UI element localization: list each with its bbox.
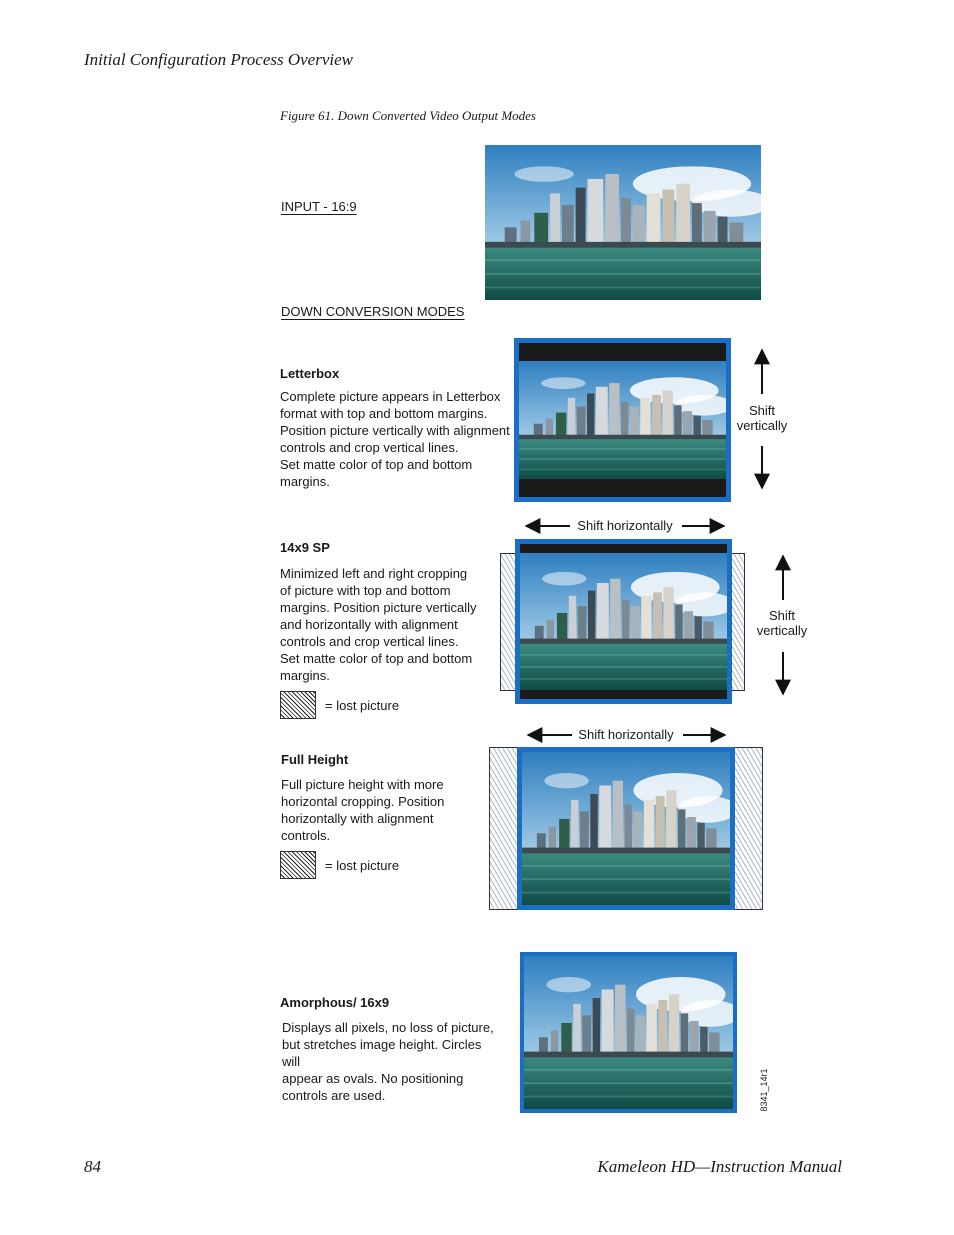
label-line: Shift	[768, 608, 795, 623]
desc-line: of picture with top and bottom	[280, 583, 451, 598]
desc-line: Minimized left and right cropping	[280, 566, 468, 581]
arrow-down-icon	[773, 650, 793, 698]
desc-line: Displays all pixels, no loss of picture,	[282, 1020, 494, 1035]
amorphous-frame	[520, 952, 737, 1113]
desc-line: appear as ovals. No positioning	[282, 1071, 464, 1086]
figure-caption: Figure 61. Down Converted Video Output Modes	[280, 108, 536, 123]
desc-line: controls and crop vertical lines.	[280, 440, 459, 455]
14x9-image	[520, 553, 727, 690]
arrow-down-icon	[752, 444, 772, 492]
full-height-frame	[517, 747, 735, 910]
shift-vertically-label	[730, 403, 794, 433]
arrow-left-icon	[522, 516, 572, 536]
14x9-frame	[515, 539, 732, 704]
right-lost-area	[733, 747, 763, 910]
arrow-up-icon	[773, 552, 793, 602]
label-line: Shift	[748, 403, 775, 418]
full-height-image	[522, 752, 730, 905]
bottom-matte	[519, 479, 726, 497]
desc-line: controls and crop vertical lines.	[280, 634, 459, 649]
lost-picture-swatch	[280, 851, 316, 879]
letterbox-image	[519, 361, 726, 479]
letterbox-title: Letterbox	[280, 366, 340, 381]
desc-line: margins.	[280, 668, 330, 683]
arrow-right-icon	[681, 725, 729, 745]
desc-line: but stretches image height. Circles will	[282, 1037, 482, 1069]
desc-line: Full picture height with more	[281, 777, 444, 792]
top-matte	[519, 343, 726, 361]
arrow-right-icon	[680, 516, 728, 536]
top-matte	[520, 544, 727, 553]
shift-horizontally-label: Shift horizontally	[578, 727, 674, 742]
left-lost-area	[500, 553, 516, 691]
lost-picture-legend: = lost picture	[325, 858, 400, 873]
down-conversion-label: DOWN CONVERSION MODES	[281, 304, 465, 319]
desc-line: horizontal cropping. Position	[281, 794, 445, 809]
figure-id: 8341_14r1	[759, 1068, 769, 1112]
bottom-matte	[520, 690, 727, 699]
label-line: vertically	[756, 623, 808, 638]
desc-line: horizontally with alignment	[281, 811, 434, 826]
lost-picture-swatch	[280, 691, 316, 719]
amorphous-title: Amorphous/ 16x9	[280, 995, 390, 1010]
desc-line: Set matte color of top and bottom	[280, 651, 473, 666]
amorphous-image	[524, 956, 733, 1109]
arrow-left-icon	[524, 725, 574, 745]
desc-line: margins. Position picture vertically	[280, 600, 477, 615]
full-height-description	[281, 776, 481, 844]
page-number: 84	[84, 1157, 101, 1176]
desc-line: format with top and bottom margins.	[280, 406, 488, 421]
desc-line: Position picture vertically with alignment	[280, 423, 510, 438]
14x9-title: 14x9 SP	[280, 540, 330, 555]
letterbox-frame	[514, 338, 731, 502]
section-title: Initial Configuration Process Overview	[84, 50, 353, 69]
desc-line: margins.	[280, 474, 330, 489]
14x9-description	[280, 565, 490, 684]
shift-horizontally-label: Shift horizontally	[577, 518, 673, 533]
manual-title: Kameleon HD—Instruction Manual	[597, 1157, 842, 1176]
amorphous-description	[282, 1019, 502, 1104]
label-line: vertically	[736, 418, 788, 433]
shift-vertically-label	[750, 608, 814, 638]
arrow-up-icon	[752, 346, 772, 396]
full-height-title: Full Height	[281, 752, 349, 767]
letterbox-description	[280, 388, 510, 490]
desc-line: and horizontally with alignment	[280, 617, 458, 632]
desc-line: controls are used.	[282, 1088, 386, 1103]
input-image	[485, 145, 761, 300]
desc-line: Set matte color of top and bottom	[280, 457, 473, 472]
input-label: INPUT - 16:9	[281, 199, 357, 214]
desc-line: Complete picture appears in Letterbox	[280, 389, 501, 404]
desc-line: controls.	[281, 828, 331, 843]
lost-picture-legend: = lost picture	[325, 698, 400, 713]
left-lost-area	[489, 747, 519, 910]
